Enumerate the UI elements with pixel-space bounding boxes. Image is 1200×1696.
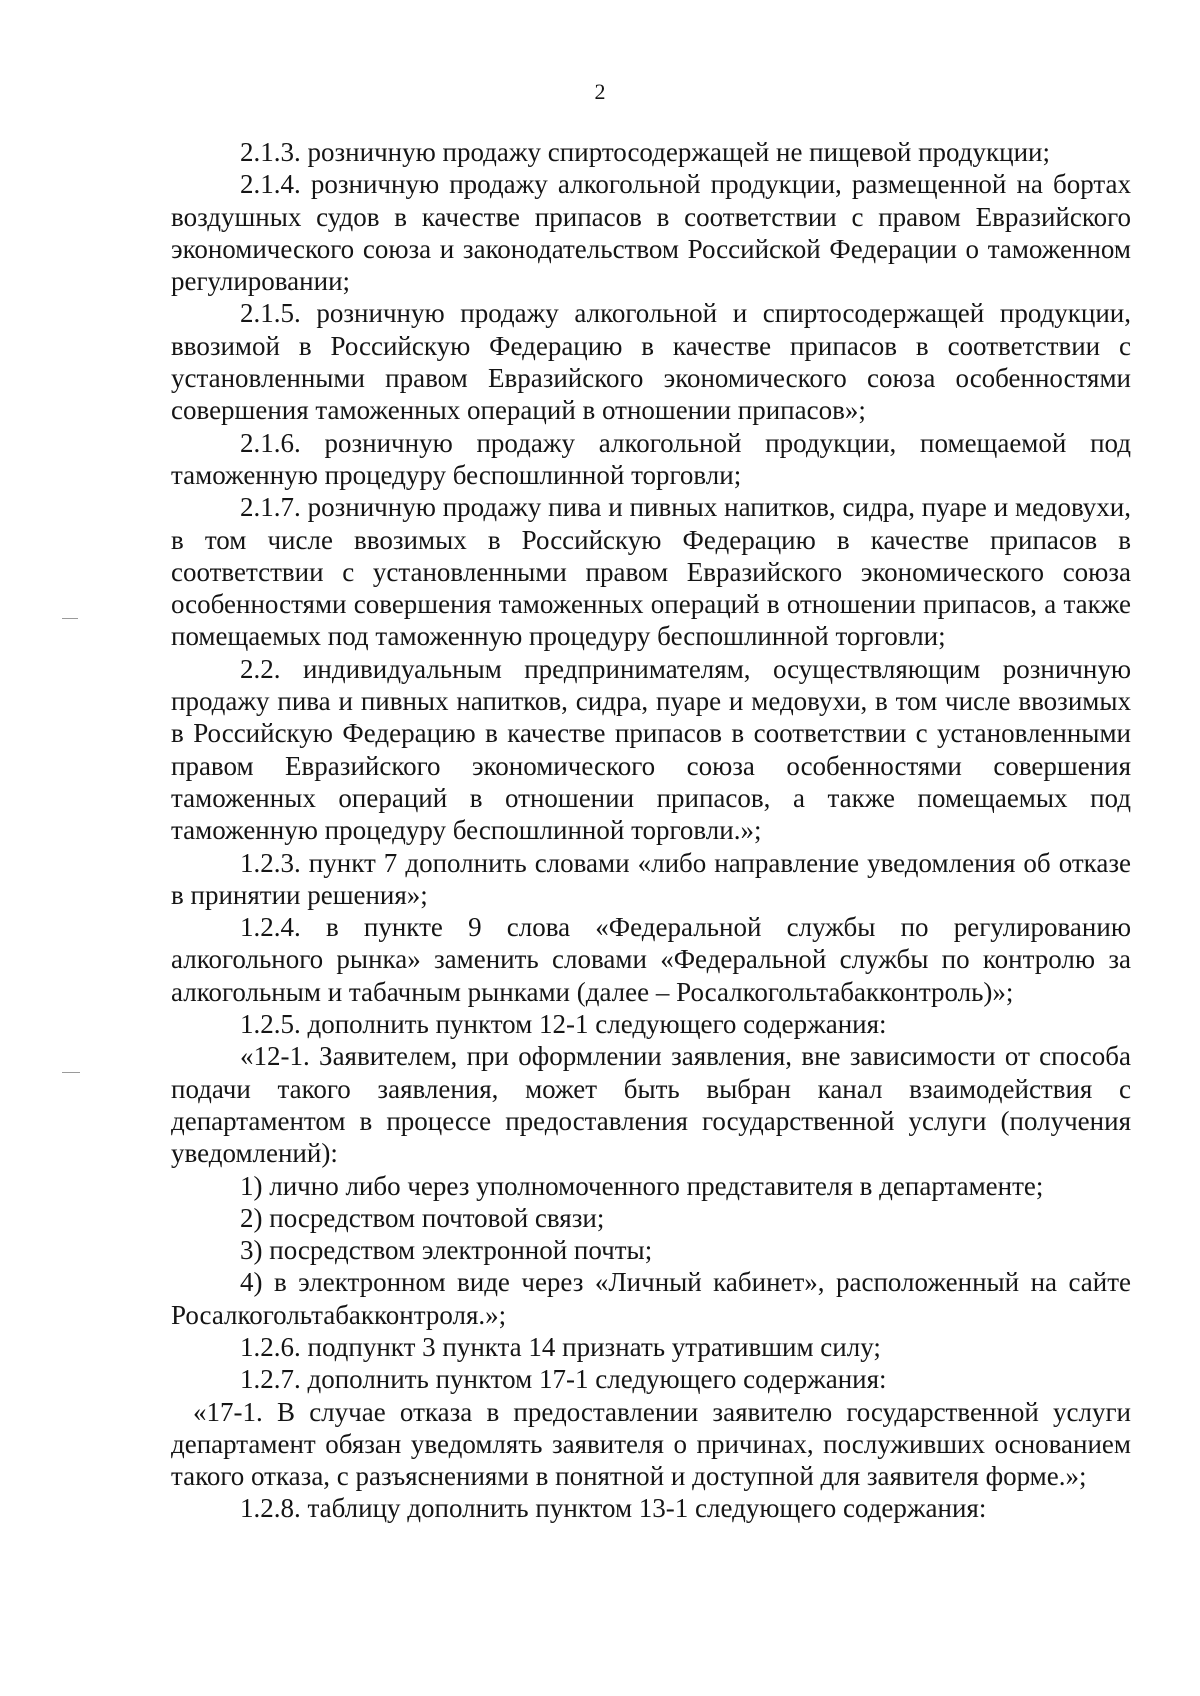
list-item-4: 4) в электронном виде через «Личный кабинет», расположенный на сайте Росалкогольтабакконтроля.»; bbox=[171, 1267, 1131, 1330]
paragraph-1-2-6: 1.2.6. подпункт 3 пункта 14 признать утратившим силу; bbox=[240, 1331, 881, 1362]
page-number: 2 bbox=[594, 79, 606, 104]
list-item-3: 3) посредством электронной почты; bbox=[240, 1235, 653, 1266]
paragraph-1-2-3: 1.2.3. пункт 7 дополнить словами «либо направление уведомления об отказе в принятии решения»; bbox=[171, 847, 1131, 910]
paragraph-2-1-7: 2.1.7. розничную продажу пива и пивных напитков, сидра, пуаре и медовухи, в том числе ввозимых в Российскую Федерацию в качестве припасов в соответствии с установленными правом Евразийского экономического союза особенностями совершения таможенных операций в отношении припасов, а также помещаемых под таможенную процедуру беспошлинной торговли; bbox=[171, 492, 1131, 652]
margin-mark bbox=[62, 618, 78, 619]
list-item-2: 2) посредством почтовой связи; bbox=[240, 1202, 605, 1233]
paragraph-12-1: «12-1. Заявителем, при оформлении заявления, вне зависимости от способа подачи такого заявления, может быть выбран канал взаимодействия с департаментом в процессе предоставления государственной услуги (получения уведомлений): bbox=[171, 1041, 1131, 1169]
paragraph-1-2-8: 1.2.8. таблицу дополнить пунктом 13-1 следующего содержания: bbox=[240, 1493, 987, 1524]
paragraph-1-2-7: 1.2.7. дополнить пунктом 17-1 следующего содержания: bbox=[240, 1364, 887, 1395]
paragraph-2-2: 2.2. индивидуальным предпринимателям, осуществляющим розничную продажу пива и пивных напитков, сидра, пуаре и медовухи, в том числе ввозимых в Российскую Федерацию в качестве припасов в соответствии с установленными правом Евразийского экономического союза особенностями совершения таможенных операций в отношении припасов, а также помещаемых под таможенную процедуру беспошлинной торговли.»; bbox=[171, 653, 1131, 846]
paragraph-1-2-5: 1.2.5. дополнить пунктом 12-1 следующего содержания: bbox=[240, 1009, 887, 1040]
paragraph-2-1-6: 2.1.6. розничную продажу алкогольной продукции, помещаемой под таможенную процедуру беспошлинной торговли; bbox=[171, 427, 1131, 490]
paragraph-2-1-3: 2.1.3. розничную продажу спиртосодержащей не пищевой продукции; bbox=[240, 137, 1050, 167]
paragraph-2-1-5: 2.1.5. розничную продажу алкогольной и спиртосодержащей продукции, ввозимой в Российскую Федерацию в качестве припасов в соответствии с установленными правом Евразийского экономического союза особенностями совершения таможенных операций в отношении припасов»; bbox=[171, 298, 1131, 426]
paragraph-1-2-4: 1.2.4. в пункте 9 слова «Федеральной службы по регулированию алкогольного рынка» заменить словами «Федеральной службы по контролю за алкогольным и табачным рынками (далее – Росалкогольтабакконтроль)»; bbox=[171, 912, 1131, 1007]
margin-mark bbox=[62, 1072, 80, 1073]
paragraph-2-1-4: 2.1.4. розничную продажу алкогольной продукции, размещенной на бортах воздушных судов в качестве припасов в соответствии с правом Евразийского экономического союза и законодательством Российской Федерации о таможенном регулировании; bbox=[171, 169, 1131, 297]
document-body bbox=[171, 136, 1131, 1525]
list-item-1: 1) лично либо через уполномоченного представителя в департаменте; bbox=[240, 1170, 1044, 1201]
paragraph-17-1: «17-1. В случае отказа в предоставлении заявителю государственной услуги департамент обязан уведомлять заявителя о причинах, послуживших основанием такого отказа, с разъяснениями в понятной и доступной для заявителя форме.»; bbox=[171, 1396, 1131, 1492]
